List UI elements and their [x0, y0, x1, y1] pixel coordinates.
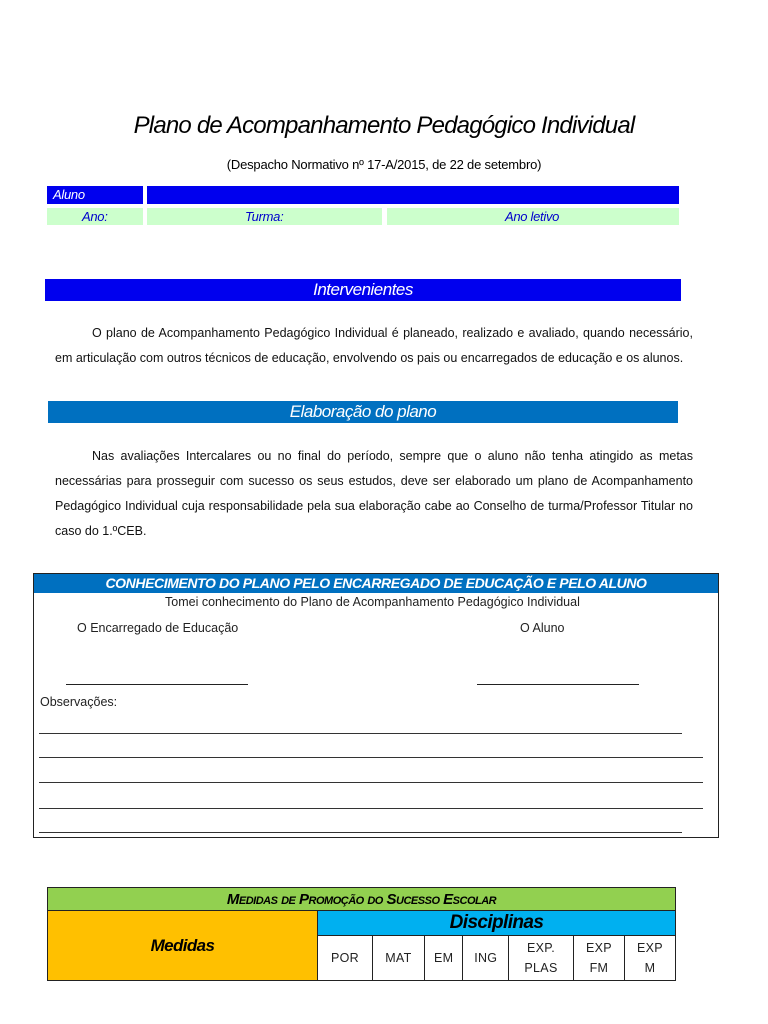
ano-field[interactable]	[47, 208, 143, 225]
conhecimento-box	[33, 573, 719, 838]
disciplinas-label: Disciplinas	[449, 912, 544, 933]
subject-label-line2: PLAS	[524, 961, 558, 975]
intervenientes-text	[55, 321, 693, 371]
subject-label: EXP	[637, 941, 663, 955]
medidas-label-cell	[48, 911, 318, 981]
intervenientes-paragraph: O plano de Acompanhamento Pedagógico Individual é planeado, realizado e avaliado, quando necessário, em articulação com outros técnicos de educação, envolvendo os pais ou encarregados de educação e os alunos.	[55, 326, 693, 365]
subject-cell	[318, 936, 373, 981]
subject-cell	[372, 936, 424, 981]
elaboracao-heading: Elaboração do plano	[48, 401, 678, 423]
turma-field[interactable]	[147, 208, 382, 225]
subject-cell	[624, 936, 675, 981]
page-title: Plano de Acompanhamento Pedagógico Individual	[133, 112, 635, 139]
conhecimento-statement: Tomei conhecimento do Plano de Acompanhamento Pedagógico Individual	[165, 595, 580, 609]
observacoes-label: Observações:	[40, 695, 118, 709]
subject-cell	[424, 936, 463, 981]
ano-label: Ano:	[82, 209, 108, 224]
elaboracao-text	[55, 444, 693, 544]
ano-letivo-field[interactable]	[387, 208, 679, 225]
subject-label: ING	[474, 951, 498, 965]
aluno-signature-label: O Aluno	[520, 621, 565, 635]
subject-label: EM	[433, 951, 454, 965]
disciplinas-header	[318, 911, 676, 936]
page-subtitle: (Despacho Normativo nº 17-A/2015, de 22 de setembro)	[226, 157, 542, 172]
medidas-table	[47, 887, 676, 981]
observacoes-line[interactable]	[39, 808, 703, 809]
aluno-name-field[interactable]	[147, 186, 679, 204]
conhecimento-heading: CONHECIMENTO DO PLANO PELO ENCARREGADO DE EDUCAÇÃO E PELO ALUNO	[34, 574, 718, 593]
medidas-heading	[48, 888, 676, 911]
medidas-heading-text: Medidas de Promoção do Sucesso Escolar	[226, 890, 497, 908]
subject-label-line2: M	[644, 961, 656, 975]
turma-label: Turma:	[245, 209, 284, 224]
subject-label: EXP	[585, 941, 612, 955]
encarregado-label: O Encarregado de Educação	[77, 621, 239, 635]
subject-label-line2: FM	[589, 961, 609, 975]
ano-letivo-label: Ano letivo	[505, 209, 560, 224]
observacoes-line[interactable]	[39, 757, 703, 758]
observacoes-line[interactable]	[39, 733, 682, 734]
encarregado-signature-line[interactable]	[66, 684, 248, 685]
medidas-label: Medidas	[150, 935, 215, 955]
aluno-label-cell	[47, 186, 143, 204]
subject-label: POR	[330, 951, 359, 965]
subject-cell	[509, 936, 574, 981]
aluno-label: Aluno	[53, 187, 85, 202]
aluno-signature-line[interactable]	[477, 684, 639, 685]
observacoes-line[interactable]	[39, 782, 703, 783]
intervenientes-heading: Intervenientes	[45, 279, 681, 301]
observacoes-line[interactable]	[39, 832, 682, 833]
subject-label: EXP.	[526, 941, 556, 955]
subject-cell	[573, 936, 624, 981]
subject-label: MAT	[385, 951, 412, 965]
elaboracao-paragraph: Nas avaliações Intercalares ou no final do período, sempre que o aluno não tenha atingido as metas necessárias para prosseguir com sucesso os seus estudos, deve ser elaborado um plano de Acompanhamento Pedagógico Individual cuja responsabilidade pela sua elaboração cabe ao Conselho de turma/Professor Titular no caso do 1.ºCEB.	[55, 449, 693, 538]
subject-cell	[463, 936, 509, 981]
